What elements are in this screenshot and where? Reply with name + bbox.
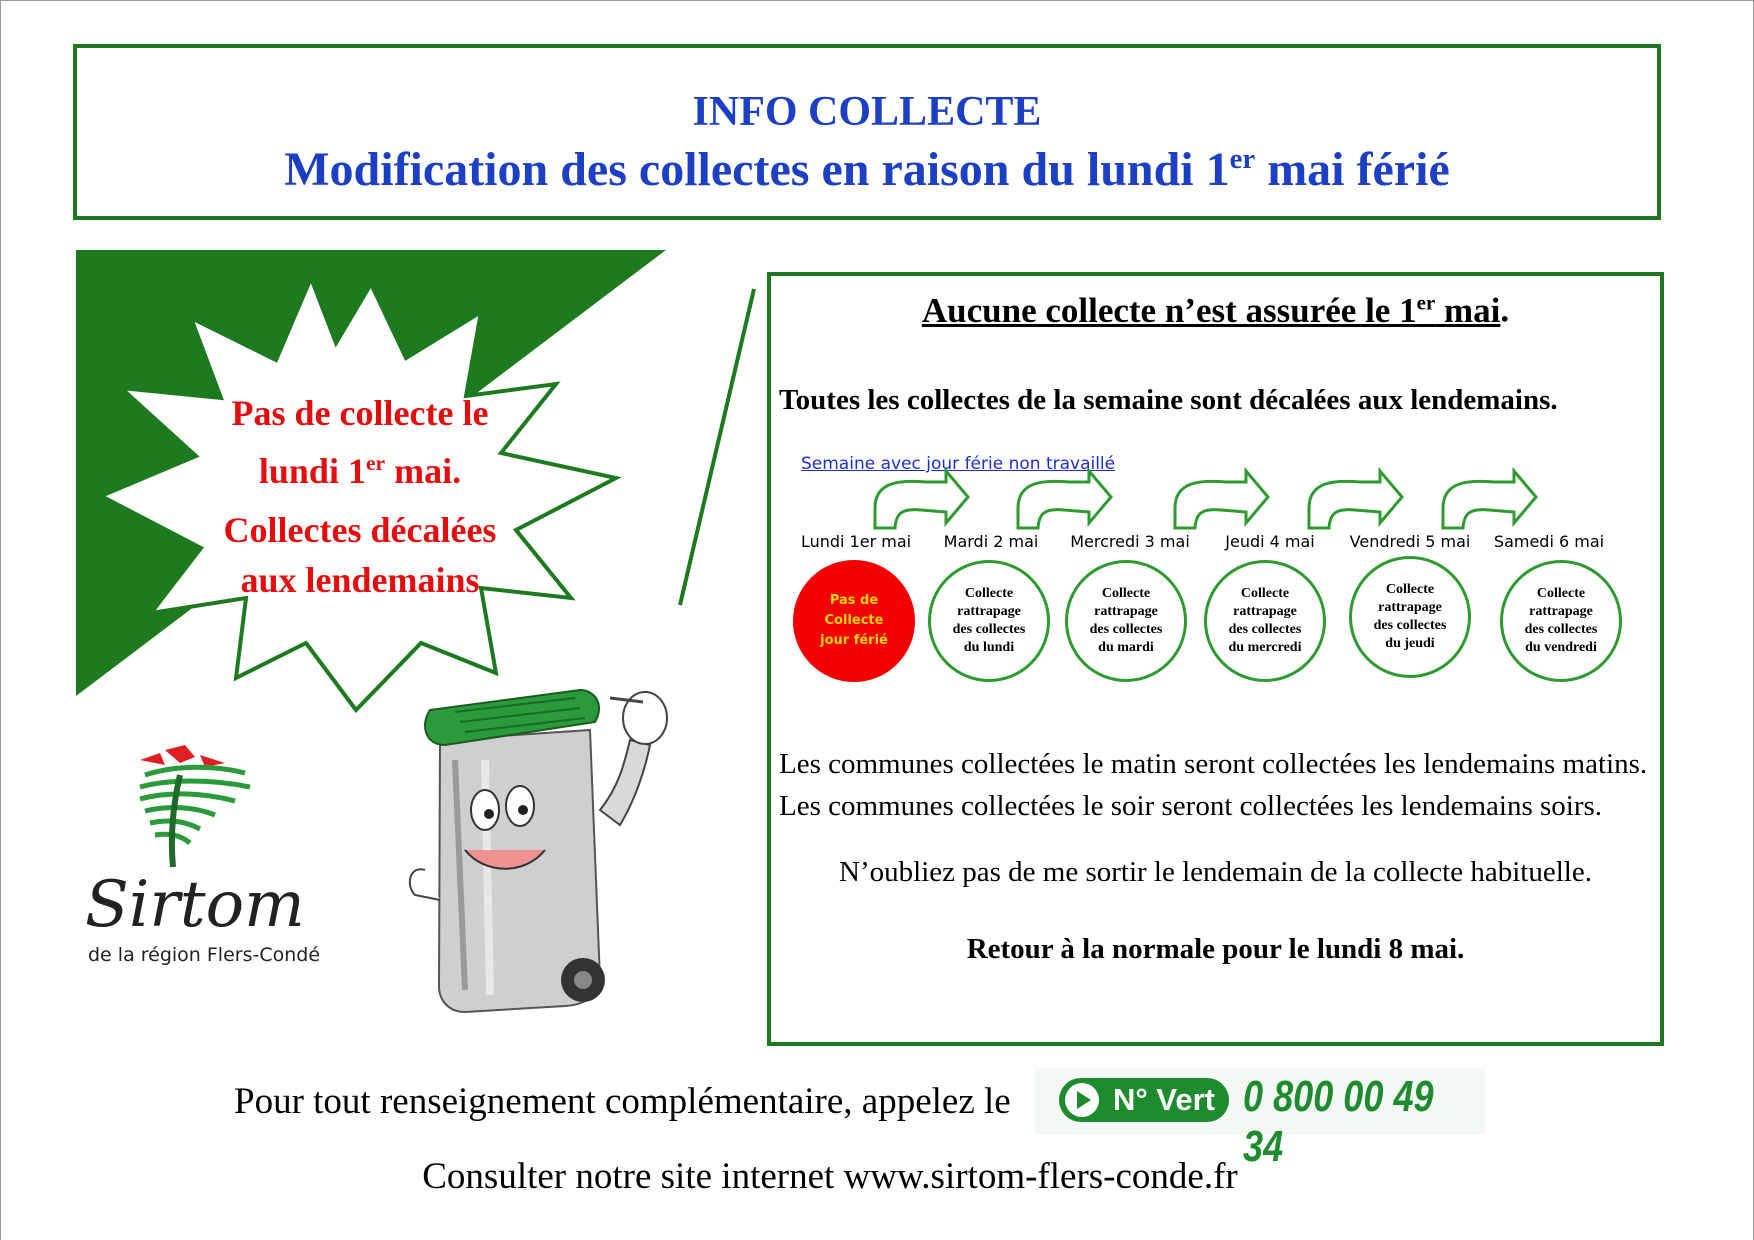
circle-text: Pas de (829, 593, 879, 608)
day-circle-holiday (793, 560, 915, 682)
info-box (767, 272, 1664, 1046)
arrow-3 (1175, 471, 1268, 528)
starburst-line-2-main: lundi 1 (258, 451, 366, 491)
info-heading-dot: . (1500, 290, 1510, 330)
day-circle (1500, 560, 1622, 682)
day-label: Vendredi 5 mai (1349, 532, 1471, 551)
circle-text: du jeudi (1385, 636, 1435, 651)
day-label: Jeudi 4 mai (1225, 532, 1315, 551)
header-subtitle-end: mai férié (1255, 143, 1450, 196)
day-circle (1065, 560, 1187, 682)
header-subtitle (77, 142, 1657, 197)
circle-text: Collecte (1385, 582, 1435, 597)
circle-text: des collectes (952, 622, 1026, 637)
arrow-5 (1443, 471, 1536, 528)
starburst-line-2 (180, 438, 540, 496)
logo-name: Sirtom (85, 868, 305, 942)
arrow-2 (1018, 471, 1111, 528)
circle-text: jour férié (820, 633, 888, 648)
info-heading-end: mai (1435, 290, 1501, 330)
trash-bin-mascot (395, 650, 695, 1050)
day-label: Lundi 1er mai (800, 532, 912, 551)
header-subtitle-sup: er (1229, 143, 1256, 175)
circle-text: rattrapage (1233, 604, 1297, 619)
circle-text: Collecte (1240, 586, 1290, 601)
arrow-1 (875, 471, 968, 528)
header-title: INFO COLLECTE (692, 89, 1042, 135)
circle-text: rattrapage (957, 604, 1021, 619)
shift-text: Toutes les collectes de la semaine sont décalées aux lendemains. (779, 384, 1558, 416)
circle-text: des collectes (1089, 622, 1163, 637)
callout-pointer (670, 285, 760, 615)
info-heading-main: Aucune collecte n’est assurée le 1 (921, 290, 1417, 330)
phone-number: 0 800 00 49 34 (1243, 1072, 1434, 1171)
circle-text: rattrapage (1094, 604, 1158, 619)
bin-pointing-hand (600, 692, 667, 825)
circle-text: rattrapage (1378, 600, 1442, 615)
starburst-line-3: Collectes décalées (223, 510, 497, 550)
morning-text: Les communes collectées le matin seront collectées les lendemains matins. (779, 748, 1648, 780)
day-circle (1204, 560, 1326, 682)
week-diagram-title: Semaine avec jour férie non travaillé (801, 454, 1116, 474)
circle-text: du vendredi (1525, 640, 1597, 655)
shift-arrows (771, 276, 1660, 576)
day-circle (1349, 556, 1471, 678)
page-border-left (0, 0, 1, 1240)
reminder-text: N’oubliez pas de me sortir le lendemain de la collecte habituelle. (839, 856, 1592, 888)
evening-text: Les communes collectées le soir seront collectées les lendemains soirs. (779, 790, 1603, 822)
day-label: Mercredi 3 mai (1070, 532, 1190, 551)
day-circle (928, 560, 1050, 682)
numero-vert-badge (1035, 1068, 1485, 1171)
sirtom-logo-icon (85, 735, 295, 875)
day-label: Mardi 2 mai (943, 532, 1039, 551)
circle-text: Collecte (1101, 586, 1151, 601)
header-subtitle-main: Modification des collectes en raison du lundi 1 (284, 143, 1230, 196)
info-heading-sup: er (1416, 290, 1436, 314)
footer-call-text: Pour tout renseignement complémentaire, appelez le (234, 1081, 1011, 1122)
logo-subtitle: de la région Flers-Condé (88, 944, 321, 966)
play-icon (1065, 1083, 1099, 1117)
starburst-line-2-sup: er (365, 451, 386, 475)
badge-label: N° Vert (1059, 1078, 1229, 1122)
circle-text: Collecte (1536, 586, 1586, 601)
day-label: Samedi 6 mai (1493, 532, 1605, 551)
circle-text: Collecte (824, 613, 884, 628)
arrow-4 (1309, 471, 1402, 528)
header-box (73, 44, 1661, 220)
circle-text: Collecte (964, 586, 1014, 601)
footer-site-text: Consulter notre site internet www.sirtom-flers-conde.fr (422, 1156, 1238, 1197)
return-text: Retour à la normale pour le lundi 8 mai. (966, 933, 1465, 965)
starburst-line-2-end: mai. (385, 451, 462, 491)
circle-text: des collectes (1373, 618, 1447, 633)
starburst-line-1: Pas de collecte le (231, 393, 489, 433)
circle-text: des collectes (1524, 622, 1598, 637)
circle-text: des collectes (1228, 622, 1302, 637)
circle-text: du mardi (1098, 640, 1154, 655)
circle-text: rattrapage (1529, 604, 1593, 619)
circle-text: du lundi (963, 640, 1015, 655)
page-border-top (0, 0, 1754, 1)
circle-text: du mercredi (1228, 640, 1302, 655)
starburst-line-4: aux lendemains (240, 560, 480, 600)
